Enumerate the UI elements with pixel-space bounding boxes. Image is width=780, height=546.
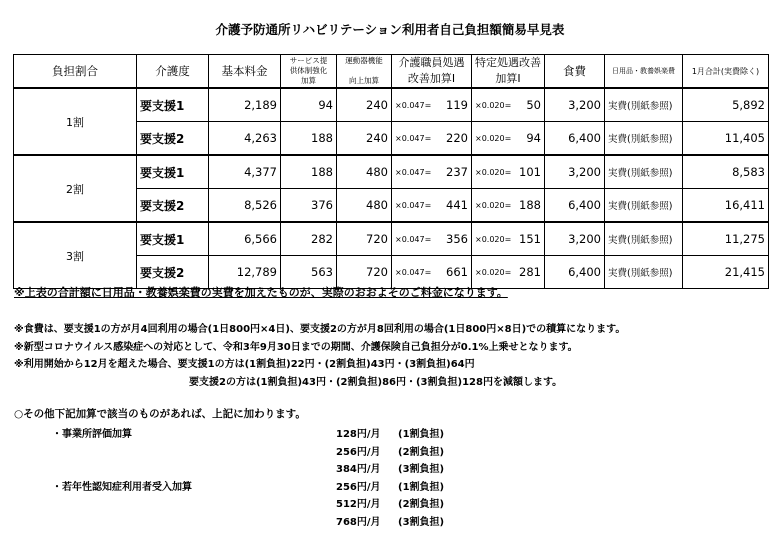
base-fee-cell: 2,189 (209, 88, 281, 122)
addon-price: 256円/月 (336, 446, 381, 458)
header-total: 1月合計(実費除く) (683, 55, 769, 89)
table-note: ※上表の合計額に日用品・教養娯楽費の実費を加えたものが、実際のおおよそのご料金になります。 (14, 286, 508, 299)
addon-price: 768円/月 (336, 516, 381, 528)
service-fee-cell: 563 (281, 256, 337, 289)
daily-cost-cell: 実費(別紙参照) (605, 155, 683, 189)
base-fee-cell: 12,789 (209, 256, 281, 289)
ratio-cell: 2割 (14, 155, 137, 222)
staff-multiplier: ×0.047= (392, 88, 430, 122)
table-row (14, 222, 769, 256)
exercise-fee-cell: 480 (337, 189, 392, 223)
staff-fee-cell: 356 (430, 222, 472, 256)
special-fee-cell: 50 (508, 88, 545, 122)
meal-fee-cell: 3,200 (545, 155, 605, 189)
header-special: 特定処遇改善 加算Ⅰ (472, 55, 545, 89)
special-multiplier: ×0.020= (472, 222, 508, 256)
service-fee-cell: 376 (281, 189, 337, 223)
daily-cost-cell: 実費(別紙参照) (605, 122, 683, 156)
total-cell: 11,275 (683, 222, 769, 256)
table-header-row (14, 55, 769, 89)
base-fee-cell: 4,377 (209, 155, 281, 189)
staff-fee-cell: 119 (430, 88, 472, 122)
other-title: ○その他下記加算で該当のものがあれば、上記に加わります。 (14, 408, 306, 420)
special-multiplier: ×0.020= (472, 122, 508, 156)
note-reduction-1: ※利用開始から12月を超えた場合、要支援1の方は(1割負担)22円・(2割負担)43円・(3割負担)64円 (14, 359, 475, 370)
exercise-fee-cell: 720 (337, 256, 392, 289)
care-level-cell: 要支援2 (137, 256, 209, 289)
table-body (14, 88, 769, 289)
care-level-cell: 要支援1 (137, 88, 209, 122)
addon-ratio: (1割負担) (398, 429, 445, 440)
header-staff: 介護職員処遇 改善加算Ⅰ (392, 55, 472, 89)
addon-ratio: (3割負担) (398, 516, 445, 528)
total-cell: 5,892 (683, 88, 769, 122)
staff-multiplier: ×0.047= (392, 256, 430, 289)
header-daily: 日用品・教養娯楽費 (605, 55, 683, 89)
addon-price: 128円/月 (336, 429, 381, 440)
staff-fee-cell: 220 (430, 122, 472, 156)
service-fee-cell: 188 (281, 122, 337, 156)
care-level-cell: 要支援2 (137, 122, 209, 156)
total-cell: 16,411 (683, 189, 769, 223)
care-level-cell: 要支援2 (137, 189, 209, 223)
addon-name: ・事業所評価加算 (52, 429, 132, 440)
base-fee-cell: 8,526 (209, 189, 281, 223)
special-fee-cell: 101 (508, 155, 545, 189)
addon-ratio: (1割負担) (398, 481, 445, 493)
header-base: 基本料金 (209, 55, 281, 89)
exercise-fee-cell: 720 (337, 222, 392, 256)
staff-fee-cell: 441 (430, 189, 472, 223)
table-row (14, 155, 769, 189)
header-service: サービス提 供体制強化 加算 (281, 55, 337, 89)
special-multiplier: ×0.020= (472, 189, 508, 223)
staff-fee-cell: 661 (430, 256, 472, 289)
daily-cost-cell: 実費(別紙参照) (605, 256, 683, 289)
staff-multiplier: ×0.047= (392, 122, 430, 156)
special-multiplier: ×0.020= (472, 88, 508, 122)
staff-multiplier: ×0.047= (392, 222, 430, 256)
meal-fee-cell: 6,400 (545, 189, 605, 223)
addon-ratio: (2割負担) (398, 499, 445, 510)
base-fee-cell: 6,566 (209, 222, 281, 256)
total-cell: 8,583 (683, 155, 769, 189)
staff-multiplier: ×0.047= (392, 189, 430, 223)
fee-table (13, 54, 769, 289)
service-fee-cell: 282 (281, 222, 337, 256)
addon-name: ・若年性認知症利用者受入加算 (52, 481, 192, 493)
page-title: 介護予防通所リハビリテーション利用者自己負担額簡易早見表 (215, 22, 565, 37)
total-cell: 11,405 (683, 122, 769, 156)
meal-fee-cell: 3,200 (545, 222, 605, 256)
daily-cost-cell: 実費(別紙参照) (605, 189, 683, 223)
meal-fee-cell: 6,400 (545, 122, 605, 156)
ratio-cell: 3割 (14, 222, 137, 289)
care-level-cell: 要支援1 (137, 155, 209, 189)
meal-fee-cell: 3,200 (545, 88, 605, 122)
daily-cost-cell: 実費(別紙参照) (605, 88, 683, 122)
header-meal: 食費 (545, 55, 605, 89)
note-meal: ※食費は、要支援1の方が月4回利用の場合(1日800円×4日)、要支援2の方が月8回利用の場合(1日800円×8日)での積算になります。 (14, 324, 626, 335)
staff-multiplier: ×0.047= (392, 155, 430, 189)
header-ratio: 負担割合 (14, 55, 137, 89)
special-multiplier: ×0.020= (472, 256, 508, 289)
special-fee-cell: 151 (508, 222, 545, 256)
exercise-fee-cell: 240 (337, 88, 392, 122)
table-row (14, 88, 769, 122)
daily-cost-cell: 実費(別紙参照) (605, 222, 683, 256)
note-reduction-2: 要支援2の方は(1割負担)43円・(2割負担)86円・(3割負担)128円を減額します。 (189, 377, 563, 388)
staff-fee-cell: 237 (430, 155, 472, 189)
ratio-cell: 1割 (14, 88, 137, 155)
note-covid: ※新型コロナウイルス感染症への対応として、令和3年9月30日までの期間、介護保険自己負担分が0.1%上乗せとなります。 (14, 342, 578, 353)
addon-price: 256円/月 (336, 481, 381, 493)
care-level-cell: 要支援1 (137, 222, 209, 256)
addon-ratio: (2割負担) (398, 446, 445, 458)
base-fee-cell: 4,263 (209, 122, 281, 156)
special-fee-cell: 94 (508, 122, 545, 156)
total-cell: 21,415 (683, 256, 769, 289)
special-fee-cell: 281 (508, 256, 545, 289)
addon-ratio: (3割負担) (398, 464, 445, 475)
special-multiplier: ×0.020= (472, 155, 508, 189)
service-fee-cell: 188 (281, 155, 337, 189)
special-fee-cell: 188 (508, 189, 545, 223)
header-exercise: 運動器機能 向上加算 (337, 55, 392, 89)
addon-price: 512円/月 (336, 499, 381, 510)
exercise-fee-cell: 480 (337, 155, 392, 189)
addon-price: 384円/月 (336, 464, 381, 475)
header-care: 介護度 (137, 55, 209, 89)
meal-fee-cell: 6,400 (545, 256, 605, 289)
service-fee-cell: 94 (281, 88, 337, 122)
exercise-fee-cell: 240 (337, 122, 392, 156)
